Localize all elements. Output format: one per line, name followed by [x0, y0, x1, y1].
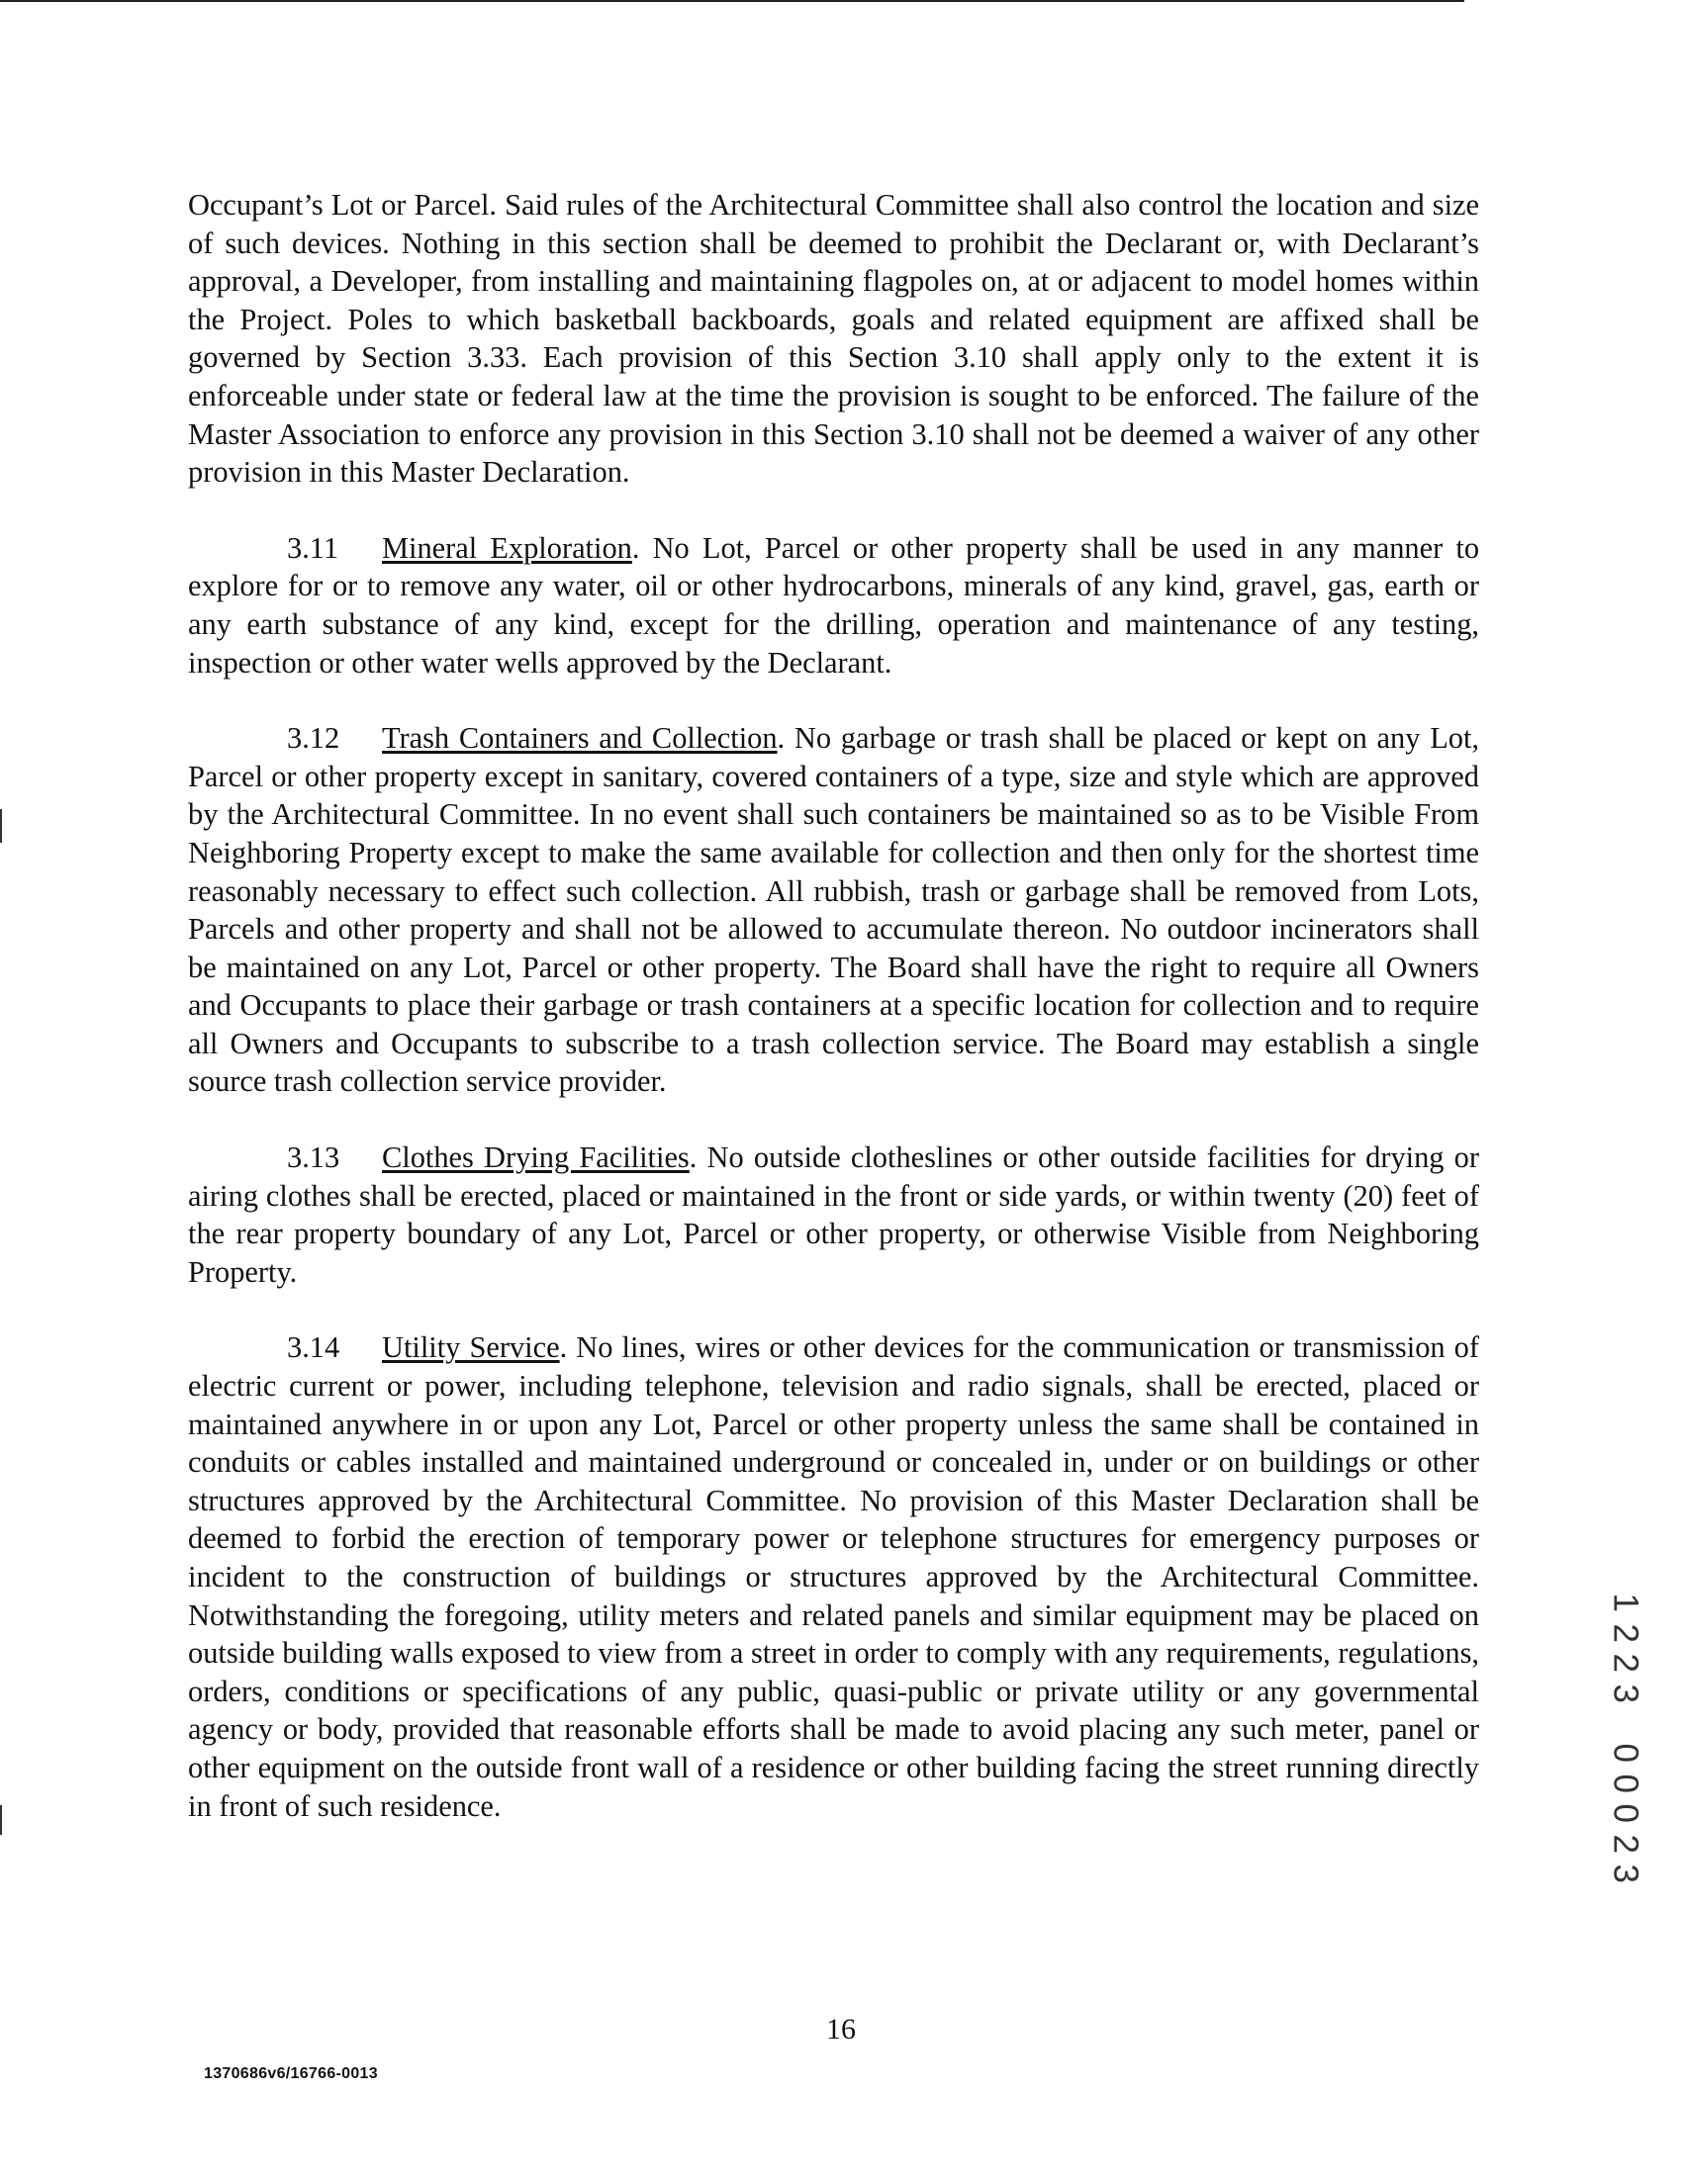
section-title: Utility Service	[382, 1330, 560, 1365]
stamp-digit: 0	[1606, 1774, 1645, 1793]
section-number: 3.13	[287, 1140, 340, 1175]
section-body: . No lines, wires or other devices for the communication or transmission of electric current or power, including telephone, television and radio signals, shall be erected, placed or maintained anywhere in or upon any Lot, Parcel or other property unless the same shall be contained in conduits or cables installed and maintained underground or concealed in, under or on buildings or other structures approved by the Architectural Committee. No provision of this Master Declaration shall be deemed to forbid the erection of temporary power or telephone structures for emergency purposes or incident to the construction of buildings or structures approved by the Architectural Committee. Notwithstanding the foregoing, utility meters and related panels and similar equipment may be placed on outside building walls exposed to view from a street in order to comply with any requirements, regulations, orders, conditions or specifications of any public, quasi-public or private utility or any governmental agency or body, provided that reasonable efforts shall be made to avoid placing any such meter, panel or other equipment on the outside front wall of a residence or other building facing the street running directly in front of such residence.	[188, 1330, 1479, 1823]
scan-edge-mark	[0, 1805, 2, 1835]
stamp-digit: 0	[1606, 1803, 1645, 1823]
section-title: Mineral Exploration	[382, 530, 632, 565]
margin-stamp	[1605, 1588, 1644, 1889]
section-3-12	[188, 719, 1479, 1101]
top-border-line	[0, 0, 1464, 2]
section-body: . No Lot, Parcel or other property shall be used in any manner to explore for or to remove any water, oil or other hydrocarbons, minerals of any kind, gravel, gas, earth or any earth substance of any kind, except for the drilling, operation and maintenance of any testing, inspection or other water wells approved by the Declarant.	[188, 530, 1480, 680]
section-body: . No garbage or trash shall be placed or kept on any Lot, Parcel or other property except in sanitary, covered containers of a type, size and style which are approved by the Architectural Committee. In no event shall such containers be maintained so as to be Visible From Neighboring Property except to make the same available for collection and then only for the shortest time reasonably necessary to effect such collection. All rubbish, trash or garbage shall be removed from Lots, Parcels and other property and shall not be allowed to accumulate thereon. No outdoor incinerators shall be maintained on any Lot, Parcel or other property. The Board shall have the right to require all Owners and Occupants to place their garbage or trash containers at a specific location for collection and to require all Owners and Occupants to subscribe to a trash collection service. The Board may establish a single source trash collection service provider.	[188, 721, 1479, 1099]
section-number: 3.12	[287, 721, 340, 756]
section-body: . No outside clotheslines or other outside facilities for drying or airing clothes shall be erected, placed or maintained in the front or side yards, or within twenty (20) feet of the rear property boundary of any Lot, Parcel or other property, or otherwise Visible from Neighboring Property.	[188, 1140, 1479, 1289]
opening-paragraph: Occupant’s Lot or Parcel. Said rules of the Architectural Committee shall also control the location and size of such devices. Nothing in this section shall be deemed to prohibit the Declarant or, with Declarant’s approval, a Developer, from installing and maintaining flagpoles on, at or adjacent to model homes within the Project. Poles to which basketball backboards, goals and related equipment are affixed shall be governed by Section 3.33. Each provision of this Section 3.10 shall apply only to the extent it is enforceable under state or federal law at the time the provision is sought to be enforced. The failure of the Master Association to enforce any provision in this Section 3.10 shall not be deemed a waiver of any other provision in this Master Declaration.	[188, 188, 1479, 490]
section-3-11	[188, 529, 1479, 682]
stamp-digit: 2	[1606, 1834, 1645, 1854]
section-3-14	[188, 1328, 1479, 1825]
stamp-digit: 2	[1606, 1653, 1645, 1673]
stamp-digit: 3	[1606, 1864, 1645, 1883]
stamp-digit: 2	[1606, 1623, 1645, 1643]
section-number: 3.11	[287, 530, 339, 565]
section-title: Clothes Drying Facilities	[382, 1140, 690, 1175]
section-number: 3.14	[287, 1330, 340, 1365]
document-body	[188, 186, 1479, 1863]
stamp-digit: 3	[1606, 1684, 1645, 1703]
stamp-digit: 0	[1606, 1743, 1645, 1763]
scan-edge-mark	[0, 809, 2, 843]
document-id: 1370686v6/16766-0013	[204, 2065, 378, 2082]
section-title: Trash Containers and Collection	[382, 721, 778, 756]
stamp-digit: 1	[1606, 1592, 1645, 1612]
page-number: 16	[826, 2013, 856, 2046]
section-3-13	[188, 1138, 1479, 1291]
